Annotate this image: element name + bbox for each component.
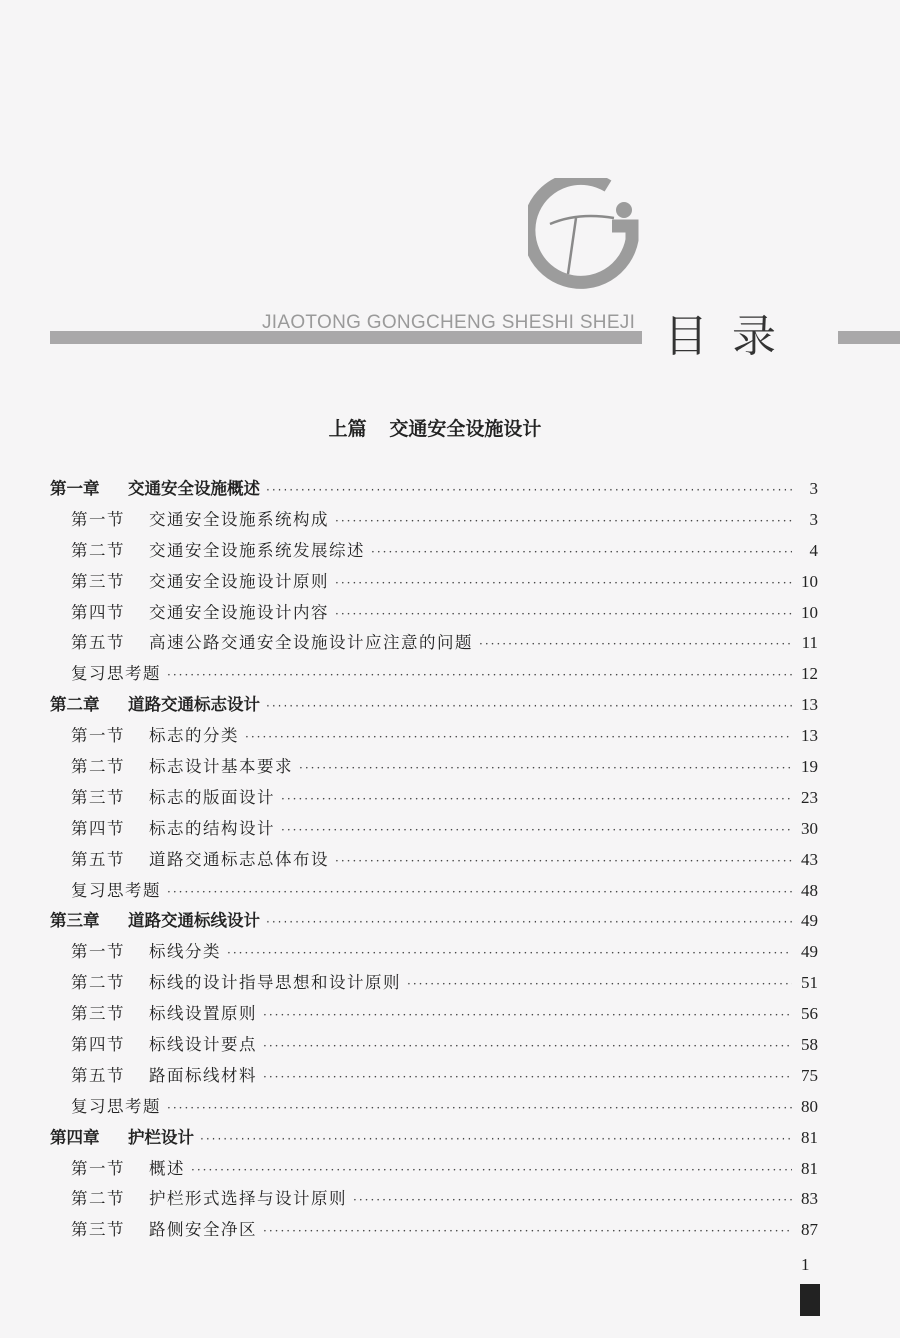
dot-leader [167,877,792,908]
toc-section-entry [50,1154,818,1185]
table-of-contents [50,474,818,1246]
dot-leader [407,969,792,1000]
dot-leader [263,1031,792,1062]
header-band-right [838,331,900,344]
entry-number: 第四节 [71,602,125,622]
dot-leader [191,1155,792,1186]
entry-title: 复习思考题 [71,1096,161,1116]
entry-page: 10 [801,571,818,591]
entry-page: 3 [809,479,818,498]
toc-section-entry [50,845,818,876]
entry-number: 第一节 [71,509,125,529]
entry-page: 23 [801,787,818,807]
entry-title: 道路交通标志总体布设 [149,849,329,869]
dot-leader [299,753,792,784]
entry-page: 51 [801,973,818,993]
entry-title: 护栏形式选择与设计原则 [149,1189,347,1209]
entry-title: 标线设计要点 [149,1035,257,1055]
entry-number: 第五节 [71,633,125,653]
dot-leader [227,938,792,969]
dot-leader [263,1000,792,1031]
entry-page: 4 [809,540,818,560]
entry-page: 75 [801,1065,818,1085]
entry-page: 56 [801,1004,818,1024]
entry-number: 第三章 [50,911,100,931]
entry-number: 第二节 [71,1189,125,1209]
entry-page: 80 [801,1096,818,1116]
page-number: 1 [801,1255,810,1274]
dot-leader [245,722,792,753]
entry-page: 43 [801,849,818,869]
entry-number: 第二节 [71,757,125,777]
page-title: 目录 [664,311,800,362]
entry-number: 第一节 [71,726,125,746]
dot-leader [266,691,792,722]
dot-leader [479,629,792,660]
entry-page: 48 [801,880,818,900]
entry-number: 第一章 [50,479,100,498]
entry-title: 复习思考题 [71,664,161,684]
entry-title: 标志的版面设计 [149,787,275,807]
dot-leader [371,537,792,568]
entry-page: 3 [809,509,818,529]
entry-title: 护栏设计 [128,1127,194,1147]
entry-title: 复习思考题 [71,880,161,900]
dot-leader [335,599,792,630]
entry-number: 第二节 [71,973,125,993]
entry-number: 第一节 [71,942,125,962]
dot-leader [266,475,792,506]
entry-page: 87 [801,1220,818,1240]
entry-title: 交通安全设施设计原则 [149,571,329,591]
english-title: JIAOTONG GONGCHENG SHESHI SHEJI [262,312,636,333]
entry-number: 第二节 [71,540,125,560]
dot-leader [167,1093,792,1124]
entry-page: 11 [801,633,818,653]
toc-section-entry [50,1030,818,1061]
dot-leader [167,660,792,691]
dot-leader [335,568,792,599]
entry-number: 第三节 [71,571,125,591]
dot-leader [335,506,792,537]
entry-number: 第二章 [50,695,100,715]
entry-number: 第四节 [71,818,125,838]
toc-section-entry [50,536,818,567]
entry-number: 第一节 [71,1158,125,1178]
entry-title: 高速公路交通安全设施设计应注意的问题 [149,633,473,653]
dot-leader [335,846,792,877]
part-heading [0,414,870,441]
toc-section-entry [50,1215,818,1246]
toc-section-entry [50,1184,818,1215]
entry-page: 30 [801,818,818,838]
toc-section-entry [50,505,818,536]
page-marker-block [800,1284,820,1316]
toc-section-entry [50,628,818,659]
entry-page: 12 [801,664,818,684]
entry-title: 路面标线材料 [149,1065,257,1085]
toc-section-entry [50,1092,818,1123]
entry-page: 13 [801,695,818,715]
dot-leader [263,1216,792,1247]
toc-section-entry [50,968,818,999]
entry-title: 标线的设计指导思想和设计原则 [149,973,401,993]
entry-title: 标志的分类 [149,726,239,746]
entry-page: 19 [801,757,818,777]
toc-section-entry [50,937,818,968]
dot-leader [266,907,792,938]
entry-title: 概述 [149,1158,185,1178]
entry-title: 标志的结构设计 [149,818,275,838]
entry-page: 58 [801,1035,818,1055]
entry-title: 标线设置原则 [149,1004,257,1024]
entry-title: 路侧安全净区 [149,1220,257,1240]
entry-title: 道路交通标线设计 [128,911,260,931]
entry-title: 交通安全设施系统发展综述 [149,540,365,560]
dot-leader [200,1124,792,1155]
toc-section-entry [50,1061,818,1092]
entry-number: 第三节 [71,1004,125,1024]
toc-chapter-entry [50,690,818,721]
entry-title: 交通安全设施概述 [128,479,260,498]
toc-section-entry [50,999,818,1030]
toc-chapter-entry [50,474,818,505]
entry-number: 第五节 [71,849,125,869]
entry-title: 交通安全设施设计内容 [149,602,329,622]
toc-section-entry [50,876,818,907]
toc-section-entry [50,721,818,752]
entry-title: 标线分类 [149,942,221,962]
toc-section-entry [50,752,818,783]
part-title: 交通安全设施设计 [389,418,542,440]
entry-page: 83 [801,1189,818,1209]
publisher-logo [528,178,640,290]
entry-number: 第四章 [50,1127,100,1147]
toc-section-entry [50,567,818,598]
entry-page: 13 [801,726,818,746]
entry-page: 81 [801,1158,818,1178]
toc-chapter-entry [50,1123,818,1154]
toc-chapter-entry [50,906,818,937]
entry-page: 81 [801,1127,818,1147]
toc-section-entry [50,659,818,690]
entry-title: 道路交通标志设计 [128,695,260,715]
part-label: 上篇 [328,418,367,440]
entry-number: 第四节 [71,1035,125,1055]
toc-section-entry [50,814,818,845]
dot-leader [263,1062,792,1093]
entry-page: 49 [801,942,818,962]
dot-leader [353,1185,792,1216]
toc-section-entry [50,783,818,814]
entry-title: 交通安全设施系统构成 [149,509,329,529]
entry-number: 第三节 [71,1220,125,1240]
dot-leader [281,815,792,846]
dot-leader [281,784,792,815]
entry-number: 第三节 [71,787,125,807]
entry-title: 标志设计基本要求 [149,757,293,777]
entry-page: 49 [801,911,818,931]
entry-number: 第五节 [71,1065,125,1085]
entry-page: 10 [801,602,818,622]
toc-section-entry [50,598,818,629]
